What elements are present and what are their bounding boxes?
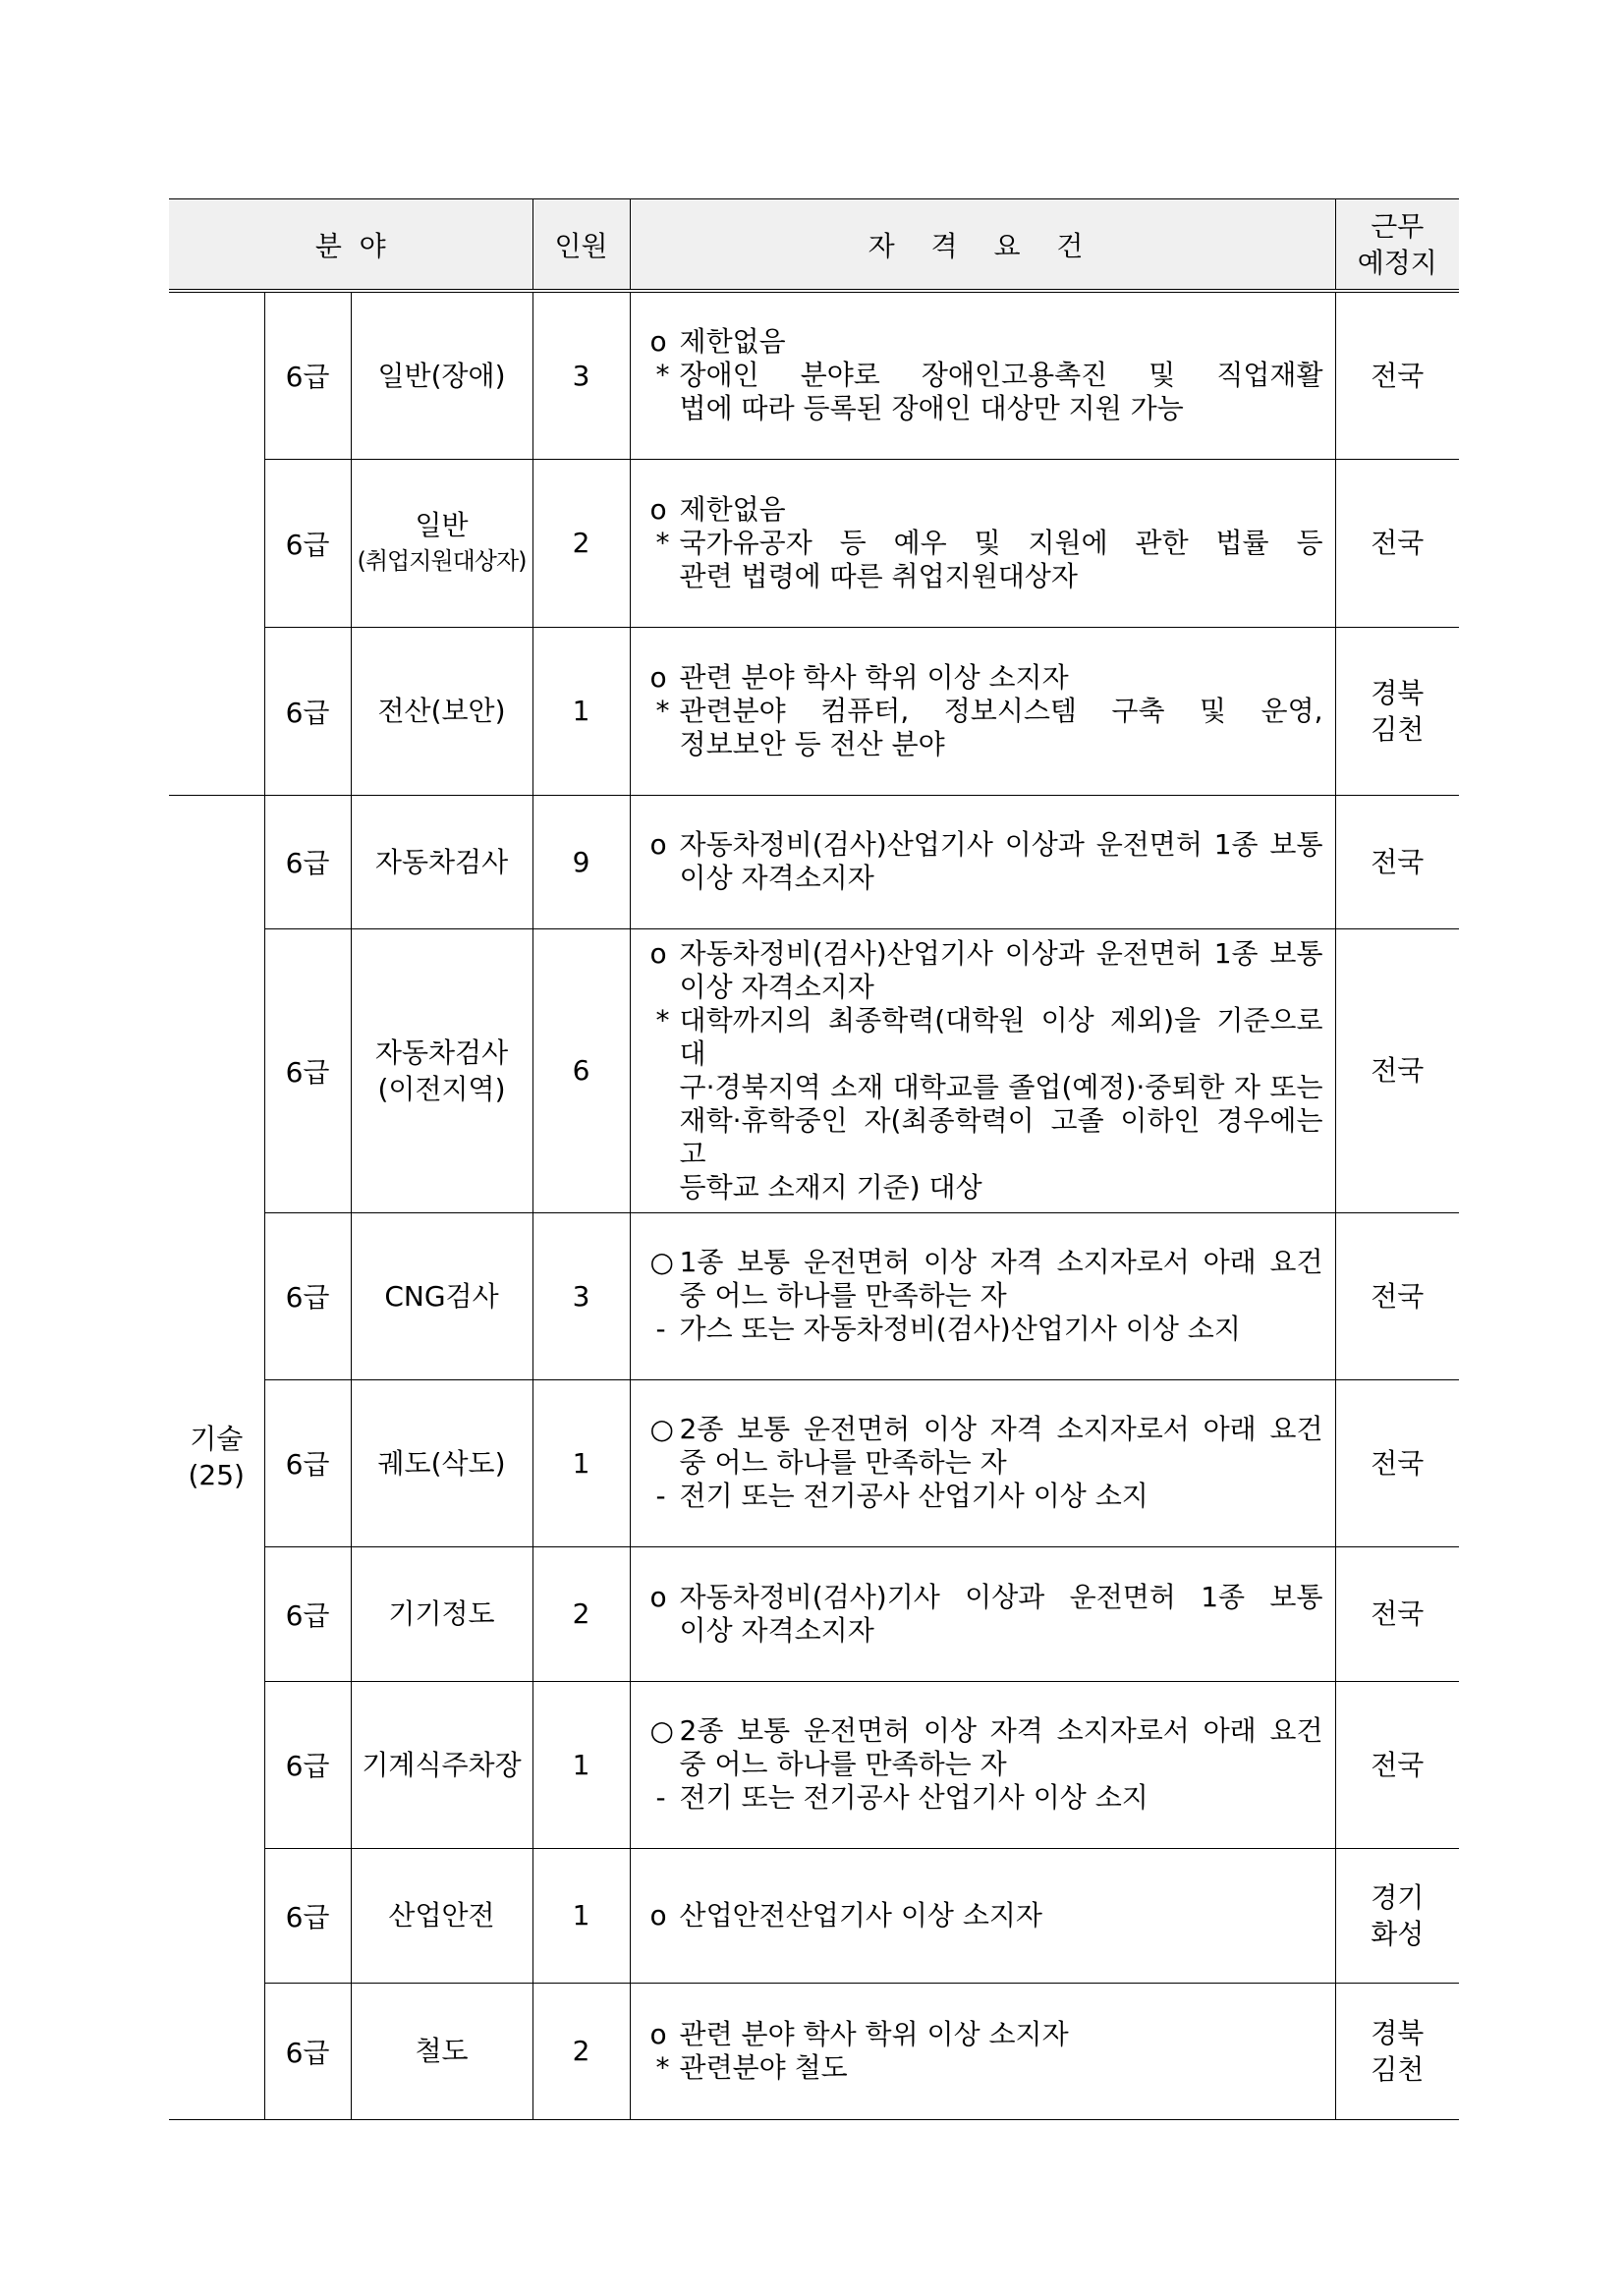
requirement-line: [650, 1279, 1323, 1313]
location-cell: [1335, 795, 1459, 928]
count-cell: 3: [532, 291, 630, 459]
requirements-cell: [630, 1983, 1335, 2119]
requirement-text: 자동차정비(검사)산업기사 이상과 운전면허 1종 보통: [679, 936, 1323, 970]
field-name: 기기정도: [388, 1597, 495, 1630]
count-cell: 6: [532, 928, 630, 1212]
table-row: [169, 1848, 1459, 1983]
circle-bullet-icon: o: [649, 1898, 667, 1932]
requirement-text: 가스 또는 자동차정비(검사)산업기사 이상 소지: [679, 1313, 1241, 1345]
location-line2: 화성: [1371, 1917, 1425, 1950]
table-row: [169, 627, 1459, 795]
header-row: [169, 199, 1459, 292]
header-location: [1335, 199, 1459, 292]
circle-bullet-icon: o: [649, 492, 667, 526]
table-row: [169, 1681, 1459, 1848]
location-line1: 전국: [1371, 1054, 1425, 1087]
requirement-line: [650, 1581, 1323, 1614]
field-cell: [351, 1848, 532, 1983]
requirement-line: [650, 828, 1323, 862]
count-cell: 3: [532, 1212, 630, 1379]
field-name: 궤도(삭도): [377, 1446, 506, 1480]
field-cell: [351, 627, 532, 795]
requirement-line: [650, 1246, 1323, 1279]
requirement-line: [650, 325, 1323, 359]
requirement-text: 1종 보통 운전면허 이상 자격 소지자로서 아래 요건: [679, 1246, 1323, 1278]
table-row: [169, 459, 1459, 627]
requirement-text: 장애인 분야로 장애인고용촉진 및 직업재활: [679, 359, 1323, 392]
requirement-text: 2종 보통 운전면허 이상 자격 소지자로서 아래 요건: [679, 1714, 1323, 1747]
requirement-line: [650, 661, 1323, 695]
requirement-text: 이상 자격소지자: [679, 970, 874, 1003]
circle-bullet-icon: ○: [649, 1714, 674, 1747]
requirement-text: 자동차정비(검사)기사 이상과 운전면허 1종 보통: [679, 1580, 1323, 1613]
circle-bullet-icon: ○: [649, 1413, 674, 1445]
table-row: [169, 1983, 1459, 2119]
requirements-cell: [630, 1212, 1335, 1379]
requirement-text: 관련분야 컴퓨터, 정보시스템 구축 및 운영,: [679, 694, 1323, 727]
requirement-text: 전기 또는 전기공사 산업기사 이상 소지: [679, 1781, 1148, 1814]
requirement-text: 법에 따라 등록된 장애인 대상만 지원 가능: [679, 392, 1184, 425]
requirement-text: 2종 보통 운전면허 이상 자격 소지자로서 아래 요건: [679, 1413, 1323, 1445]
requirements-cell: [630, 1546, 1335, 1681]
field-cell: [351, 459, 532, 627]
field-name: 전산(보안): [377, 695, 506, 727]
field-name: 일반: [415, 508, 469, 541]
location-line2: 김천: [1371, 712, 1425, 746]
location-line1: 전국: [1371, 1279, 1425, 1313]
requirement-text: 관련 법령에 따른 취업지원대상자: [679, 559, 1078, 592]
header-location-line2: 예정지: [1357, 246, 1437, 279]
circle-bullet-icon: o: [649, 660, 667, 694]
requirement-line: [650, 1714, 1323, 1748]
requirement-line: [650, 1781, 1323, 1815]
requirement-line: [650, 1413, 1323, 1446]
grade-cell: 6급: [264, 1379, 351, 1546]
location-line1: 전국: [1371, 359, 1425, 392]
field-cell: [351, 1379, 532, 1546]
location-cell: [1335, 1212, 1459, 1379]
requirement-text: 등학교 소재지 기준) 대상: [679, 1170, 982, 1204]
header-field: [169, 199, 532, 292]
field-name: 일반(장애): [377, 359, 506, 392]
field-cell: [351, 795, 532, 928]
requirement-text: 이상 자격소지자: [679, 862, 874, 894]
grade-cell: 6급: [264, 1546, 351, 1681]
requirements-cell: [630, 1379, 1335, 1546]
asterisk-bullet-icon: *: [655, 694, 670, 727]
circle-bullet-icon: o: [649, 2017, 667, 2050]
group-cell-general: [169, 291, 264, 795]
requirement-line: [650, 937, 1323, 971]
location-line1: 전국: [1371, 1748, 1425, 1781]
location-line1: 경기: [1371, 1880, 1425, 1914]
header-location-line1: 근무: [1371, 209, 1425, 243]
location-cell: [1335, 627, 1459, 795]
location-line1: 전국: [1371, 527, 1425, 559]
dash-bullet-icon: -: [655, 1781, 666, 1814]
table-row: [169, 1546, 1459, 1681]
requirement-line: [650, 1614, 1323, 1648]
requirement-text: 중 어느 하나를 만족하는 자: [679, 1446, 1007, 1479]
requirement-line: [650, 359, 1323, 392]
location-line2: 김천: [1371, 2052, 1425, 2086]
requirement-text: 관련 분야 학사 학위 이상 소지자: [679, 2017, 1069, 2050]
field-name: 기계식주차장: [362, 1748, 522, 1781]
requirement-line: [650, 862, 1323, 895]
requirements-cell: [630, 459, 1335, 627]
group-technical-label: 기술: [190, 1423, 244, 1455]
circle-bullet-icon: o: [649, 936, 667, 970]
location-line1: 경북: [1371, 2016, 1425, 2049]
asterisk-bullet-icon: *: [655, 2050, 670, 2084]
dash-bullet-icon: -: [655, 1480, 666, 1512]
field-name: 산업안전: [388, 1899, 495, 1932]
header-requirements: 자 격 요 건: [630, 199, 1335, 292]
requirement-text: 중 어느 하나를 만족하는 자: [679, 1279, 1007, 1312]
requirement-text: 자동차정비(검사)산업기사 이상과 운전면허 1종 보통: [679, 828, 1323, 861]
requirement-line: [650, 1446, 1323, 1480]
requirement-text: 산업안전산업기사 이상 소지자: [679, 1898, 1042, 1932]
count-cell: 2: [532, 1546, 630, 1681]
requirements-cell: [630, 291, 1335, 459]
circle-bullet-icon: o: [649, 1580, 667, 1613]
requirement-line: [650, 560, 1323, 593]
grade-cell: 6급: [264, 1848, 351, 1983]
count-cell: 1: [532, 1848, 630, 1983]
field-name: CNG검사: [384, 1279, 499, 1313]
field-subtitle: (취업지원대상자): [357, 546, 527, 575]
requirements-cell: [630, 928, 1335, 1212]
requirement-line: [650, 493, 1323, 527]
table-row: [169, 928, 1459, 1212]
count-cell: 1: [532, 1681, 630, 1848]
asterisk-bullet-icon: *: [655, 1003, 670, 1036]
location-line1: 전국: [1371, 845, 1425, 878]
requirements-cell: [630, 627, 1335, 795]
count-cell: 1: [532, 627, 630, 795]
requirements-cell: [630, 1681, 1335, 1848]
requirement-line: [650, 1748, 1323, 1781]
field-cell: [351, 1546, 532, 1681]
requirement-line: [650, 1480, 1323, 1513]
table-row: [169, 1379, 1459, 1546]
requirement-line: [650, 1104, 1323, 1171]
requirement-line: [650, 1899, 1323, 1932]
field-cell: [351, 291, 532, 459]
location-cell: [1335, 291, 1459, 459]
asterisk-bullet-icon: *: [655, 526, 670, 559]
requirement-text: 국가유공자 등 예우 및 지원에 관한 법률 등: [679, 526, 1323, 559]
table-row: [169, 1212, 1459, 1379]
grade-cell: 6급: [264, 795, 351, 928]
requirement-text: 제한없음: [679, 325, 786, 359]
count-cell: 9: [532, 795, 630, 928]
location-line1: 경북: [1371, 676, 1425, 709]
location-cell: [1335, 1848, 1459, 1983]
grade-cell: 6급: [264, 1983, 351, 2119]
field-name: 자동차검사: [374, 1036, 509, 1069]
count-cell: 2: [532, 1983, 630, 2119]
location-cell: [1335, 1379, 1459, 1546]
grade-cell: 6급: [264, 459, 351, 627]
count-cell: 2: [532, 459, 630, 627]
requirement-text: 정보보안 등 전산 분야: [679, 727, 945, 760]
group-technical-count: (25): [188, 1459, 245, 1491]
header-field-label: 분 야: [314, 229, 386, 262]
field-subtitle: (이전지역): [377, 1072, 506, 1105]
location-line1: 전국: [1371, 1446, 1425, 1480]
dash-bullet-icon: -: [655, 1313, 666, 1345]
count-cell: 1: [532, 1379, 630, 1546]
table-row: [169, 291, 1459, 459]
requirement-text: 전기 또는 전기공사 산업기사 이상 소지: [679, 1480, 1148, 1512]
location-cell: [1335, 928, 1459, 1212]
requirement-text: 구·경북지역 소재 대학교를 졸업(예정)·중퇴한 자 또는: [679, 1070, 1323, 1103]
location-cell: [1335, 459, 1459, 627]
circle-bullet-icon: ○: [649, 1246, 674, 1278]
location-cell: [1335, 1546, 1459, 1681]
requirement-text: 관련분야 철도: [679, 2050, 848, 2084]
requirement-line: [650, 2018, 1323, 2051]
requirement-text: 관련 분야 학사 학위 이상 소지자: [679, 660, 1069, 694]
circle-bullet-icon: o: [649, 325, 667, 359]
requirement-line: [650, 1171, 1323, 1204]
requirement-line: [650, 728, 1323, 761]
field-cell: [351, 1681, 532, 1848]
circle-bullet-icon: o: [649, 828, 667, 861]
location-cell: [1335, 1983, 1459, 2119]
requirement-line: [650, 527, 1323, 560]
requirement-line: [650, 392, 1323, 425]
asterisk-bullet-icon: *: [655, 359, 670, 392]
field-name: 철도: [415, 2035, 469, 2067]
requirement-line: [650, 695, 1323, 728]
grade-cell: 6급: [264, 1681, 351, 1848]
requirements-cell: [630, 795, 1335, 928]
requirement-line: [650, 2051, 1323, 2085]
requirement-line: [650, 1004, 1323, 1071]
location-cell: [1335, 1681, 1459, 1848]
requirement-text: 제한없음: [679, 492, 786, 526]
field-name: 자동차검사: [374, 845, 509, 878]
requirement-line: [650, 1071, 1323, 1104]
grade-cell: 6급: [264, 928, 351, 1212]
recruitment-table: [169, 198, 1459, 2120]
requirement-text: 재학·휴학중인 자(최종학력이 고졸 이하인 경우에는 고: [679, 1103, 1323, 1170]
requirement-text: 중 어느 하나를 만족하는 자: [679, 1748, 1007, 1780]
grade-cell: 6급: [264, 291, 351, 459]
requirement-text: 이상 자격소지자: [679, 1613, 874, 1647]
grade-cell: 6급: [264, 627, 351, 795]
field-cell: [351, 1212, 532, 1379]
grade-cell: 6급: [264, 1212, 351, 1379]
field-cell: [351, 1983, 532, 2119]
header-count: 인원: [532, 199, 630, 292]
requirement-text: 대학까지의 최종학력(대학원 이상 제외)을 기준으로 대: [679, 1003, 1323, 1070]
location-line1: 전국: [1371, 1597, 1425, 1630]
requirements-cell: [630, 1848, 1335, 1983]
requirement-line: [650, 1313, 1323, 1346]
field-cell: [351, 928, 532, 1212]
table-row: [169, 795, 1459, 928]
group-cell-technical: [169, 795, 264, 2119]
requirement-line: [650, 971, 1323, 1004]
